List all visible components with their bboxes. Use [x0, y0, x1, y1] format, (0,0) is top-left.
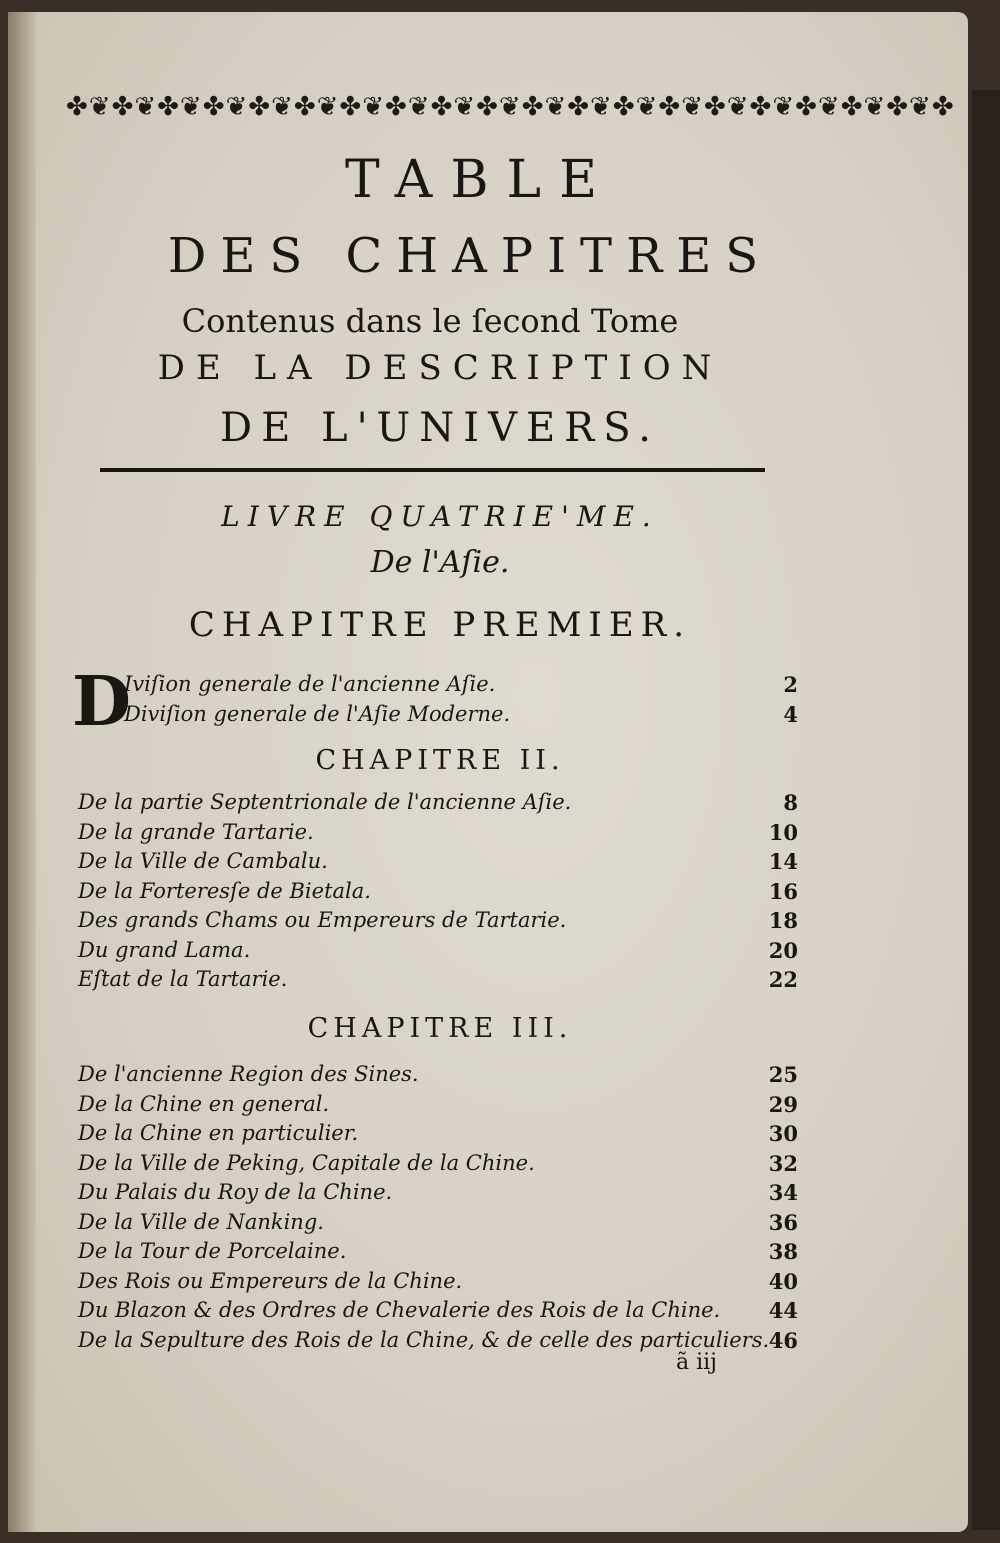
chapter-heading: CHAPITRE III. — [307, 1013, 573, 1044]
entry-page-number: 25 — [768, 1062, 798, 1087]
title-line-2: DES CHAPITRES — [167, 228, 773, 284]
fleuron-ornament-band: ✤❦✤❦✤❦✤❦✤❦✤❦✤❦✤❦✤❦✤❦✤❦✤❦✤❦✤❦✤❦✤❦✤❦✤❦✤❦✤ — [66, 92, 955, 122]
toc-entry — [124, 702, 798, 732]
title-line-5: DE L'UNIVERS. — [220, 405, 660, 451]
entry-title: De la grande Tartarie. — [78, 819, 314, 844]
entry-page-number: 36 — [768, 1209, 798, 1235]
chapter-heading: CHAPITRE PREMIER. — [188, 605, 692, 645]
toc-entry — [78, 820, 798, 850]
entry-page-number: 18 — [768, 908, 798, 933]
drop-cap: D — [72, 662, 131, 742]
signature-mark: ã iij — [676, 1350, 718, 1375]
toc-entry — [78, 879, 798, 909]
entry-page-number: 22 — [768, 967, 798, 992]
toc-entry — [78, 1092, 798, 1122]
toc-entry — [78, 1180, 798, 1210]
toc-entry — [78, 908, 798, 938]
toc-entry — [78, 1298, 798, 1328]
entry-page-number: 34 — [768, 1180, 798, 1205]
entry-page-number: 38 — [768, 1239, 798, 1264]
title-rule — [100, 468, 765, 472]
entry-page-number: 32 — [768, 1150, 798, 1176]
entry-page-number: 30 — [768, 1121, 798, 1146]
entry-page-number: 40 — [768, 1268, 798, 1294]
toc-entry — [78, 1269, 798, 1299]
toc-entry — [78, 1210, 798, 1240]
entry-page-number: 46 — [768, 1327, 798, 1353]
toc-entry — [78, 1239, 798, 1269]
entry-title: De la Chine en particulier. — [78, 1121, 359, 1145]
entry-title: De la Ville de Cambalu. — [78, 849, 328, 873]
entry-title: De la Chine en general. — [78, 1091, 330, 1116]
entry-title: Iviſion generale de l'ancienne Aſie. — [124, 672, 496, 696]
entry-title: De la Ville de Peking, Capitale de la Chine. — [78, 1150, 535, 1175]
book-heading: LIVRE QUATRIE'ME. — [221, 500, 659, 533]
entry-page-number: 8 — [783, 790, 798, 815]
toc-entry — [78, 1151, 798, 1181]
entry-title: Du grand Lama. — [78, 937, 251, 962]
entry-page-number: 20 — [768, 937, 798, 963]
entry-page-number: 44 — [768, 1298, 798, 1323]
entry-title: De la partie Septentrionale de l'ancienne Aſie. — [78, 790, 572, 814]
chapter-heading: CHAPITRE II. — [315, 745, 565, 776]
toc-entry — [78, 849, 798, 879]
entry-title: De la Ville de Nanking. — [78, 1209, 324, 1234]
entry-title: De la Forteresſe de Bietala. — [78, 878, 371, 903]
entry-title: De la Sepulture des Rois de la Chine, & de celle des particuliers. — [78, 1327, 770, 1352]
book-subject: De l'Aſie. — [370, 545, 510, 580]
entry-page-number: 10 — [768, 819, 798, 845]
toc-entry — [124, 672, 798, 702]
entry-title: Du Palais du Roy de la Chine. — [78, 1180, 393, 1204]
title-line-4: DE LA DESCRIPTION — [157, 348, 723, 388]
entry-title: Des grands Chams ou Empereurs de Tartarie. — [78, 908, 567, 932]
entry-page-number: 4 — [783, 702, 798, 727]
entry-title: Eſtat de la Tartarie. — [78, 967, 288, 991]
entry-title: De l'ancienne Region des Sines. — [78, 1062, 419, 1086]
entry-page-number: 16 — [768, 878, 798, 904]
toc-entry — [78, 1062, 798, 1092]
book-cover-edge — [972, 90, 1000, 1530]
toc-entry — [78, 938, 798, 968]
entry-title: Des Rois ou Empereurs de la Chine. — [78, 1268, 463, 1293]
entry-page-number: 29 — [768, 1091, 798, 1117]
toc-entry — [78, 967, 798, 997]
entry-page-number: 2 — [783, 672, 798, 697]
entry-title: De la Tour de Porcelaine. — [78, 1239, 347, 1263]
toc-entry — [78, 1121, 798, 1151]
entry-title: Du Blazon & des Ordres de Chevalerie des Rois de la Chine. — [78, 1298, 721, 1322]
title-line-1: TABLE — [344, 150, 616, 210]
entry-title: Diviſion generale de l'Aſie Moderne. — [124, 702, 511, 726]
title-line-3: Contenus dans le ſecond Tome — [181, 302, 679, 340]
toc-entry — [78, 790, 798, 820]
entry-page-number: 14 — [768, 849, 798, 874]
